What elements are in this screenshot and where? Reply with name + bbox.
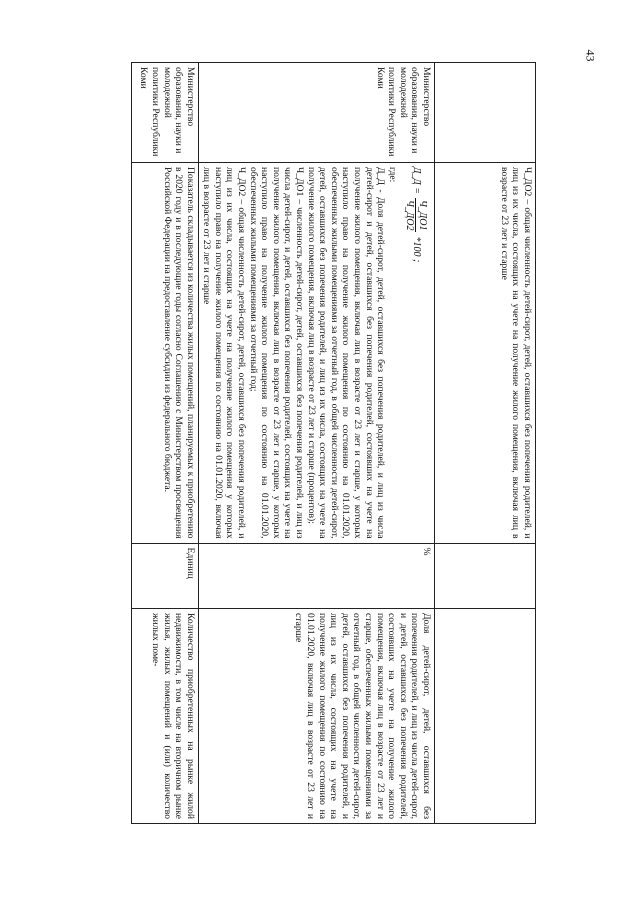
responsible-cell-empty	[435, 63, 536, 163]
method-cell	[131, 163, 198, 544]
formula-lhs: Д_Д =	[410, 167, 422, 194]
name-cell-empty	[435, 609, 536, 824]
unit-cell-empty	[435, 543, 536, 609]
page-number: 43	[583, 49, 598, 62]
responsible-text: Министерство образования, науки и молодежной политики Республики Коми	[374, 67, 432, 157]
formula-numerator: Ч_ДО1	[417, 199, 428, 231]
formula-denominator: Ч_ДО2	[404, 199, 416, 231]
table-row	[198, 63, 434, 824]
responsible-text: Министерство образования, науки и молодежной политики Республики Коми	[138, 67, 196, 157]
unit-cell	[131, 543, 198, 609]
method-text: Ч_ДО2 – общая численность детей-сирот, детей, оставшихся без попечения родителей, и лиц из их числа, состоящих на учете на получение жилого помещения, включая лиц в возрасте от 23 лет и старше	[498, 167, 533, 539]
definition-ch2: Ч_ДО2 – общая численность детей-сирот, детей, оставшихся без попечения родителей, и лиц из их числа, состоящих на учете на получение жилого помещения у которых наступило право на получение жилого помещения по состоянию на 01.01.2020, включая лиц в возрасте от 23 лет и старше	[201, 167, 248, 539]
responsible-cell	[198, 63, 434, 163]
where-label: где:	[386, 167, 398, 183]
method-cell	[435, 163, 536, 544]
indicators-table	[131, 62, 536, 824]
name-cell	[198, 609, 434, 824]
indicator-name: Доля детей-сирот, детей, оставшихся без попечения родителей, и лиц из числа детей-сирот, и детей, оставшихся без попечения родителей, состоявших на учете на получение жилого помещения, включая лиц в возрасте от 23 лет и старше, обеспеченных жилыми помещениями за отчетный год, в общей численности детей-сирот, детей, оставшихся без попечения родителей, и лиц из их числа, состоящих на учете на получение жилого помещения по состоянию на 01.01.2020, включая лиц в возрасте от 23 лет и старше	[293, 613, 432, 819]
name-cell	[131, 609, 198, 824]
unit-text: %	[421, 547, 432, 556]
formula-tail: *100 ;	[410, 236, 422, 263]
unit-cell	[198, 543, 434, 609]
unit-text: Единиц	[184, 547, 196, 579]
formula-fraction	[404, 198, 428, 232]
definition-ch1: Ч_ДО1 – численность детей-сирот, детей, оставшихся без попечения родителей, и лиц из числа детей-сирот, и детей, оставшихся без попечения родителей, состоящих на учете на получение жилого помещения, включая лиц в возрасте от 23 лет и старше, у которых наступило право на получение жилого помещения по состоянию на 01.01.2020, обеспеченных жилыми помещениями за отчетный год;	[247, 167, 306, 539]
table-row	[435, 63, 536, 824]
responsible-cell	[131, 63, 198, 163]
indicator-name: Количество приобретенных на рынке жилой недвижимости, в том числе на вторичном рынке жилья, жилых помещений и (или) количество жилых поме-	[149, 613, 196, 819]
rotated-table-container	[138, 62, 536, 824]
table-row	[131, 63, 198, 824]
method-cell	[198, 163, 434, 544]
method-text: Показатель складывается из количества жилых помещений, планируемых к приобретению в 2020 году и в последующие годы согласно Соглашению с Министерством просвещения Российской Федерации на предоставление субсидии из федерального бюджета.	[161, 167, 196, 539]
definition-d: Д_Д - Доля детей-сирот, детей, оставшихся без попечения родителей, и лиц из числа детей-сирот и детей, оставшихся без попечения родителей, состоявших на учете на получение жилого помещения, включая лиц в возрасте от 23 лет и старше, у которых наступило право на получение жилого помещения по состоянию на 01.01.2020, обеспеченных жилыми помещениями за отчетный год, в общей численности детей-сирот, детей, оставшихся без попечения родителей, и лиц из их числа, состоящих на учете на получение жилого помещения, включая лиц в возрасте от 23 лет и старше (процентов);	[305, 167, 387, 539]
formula	[404, 167, 428, 539]
